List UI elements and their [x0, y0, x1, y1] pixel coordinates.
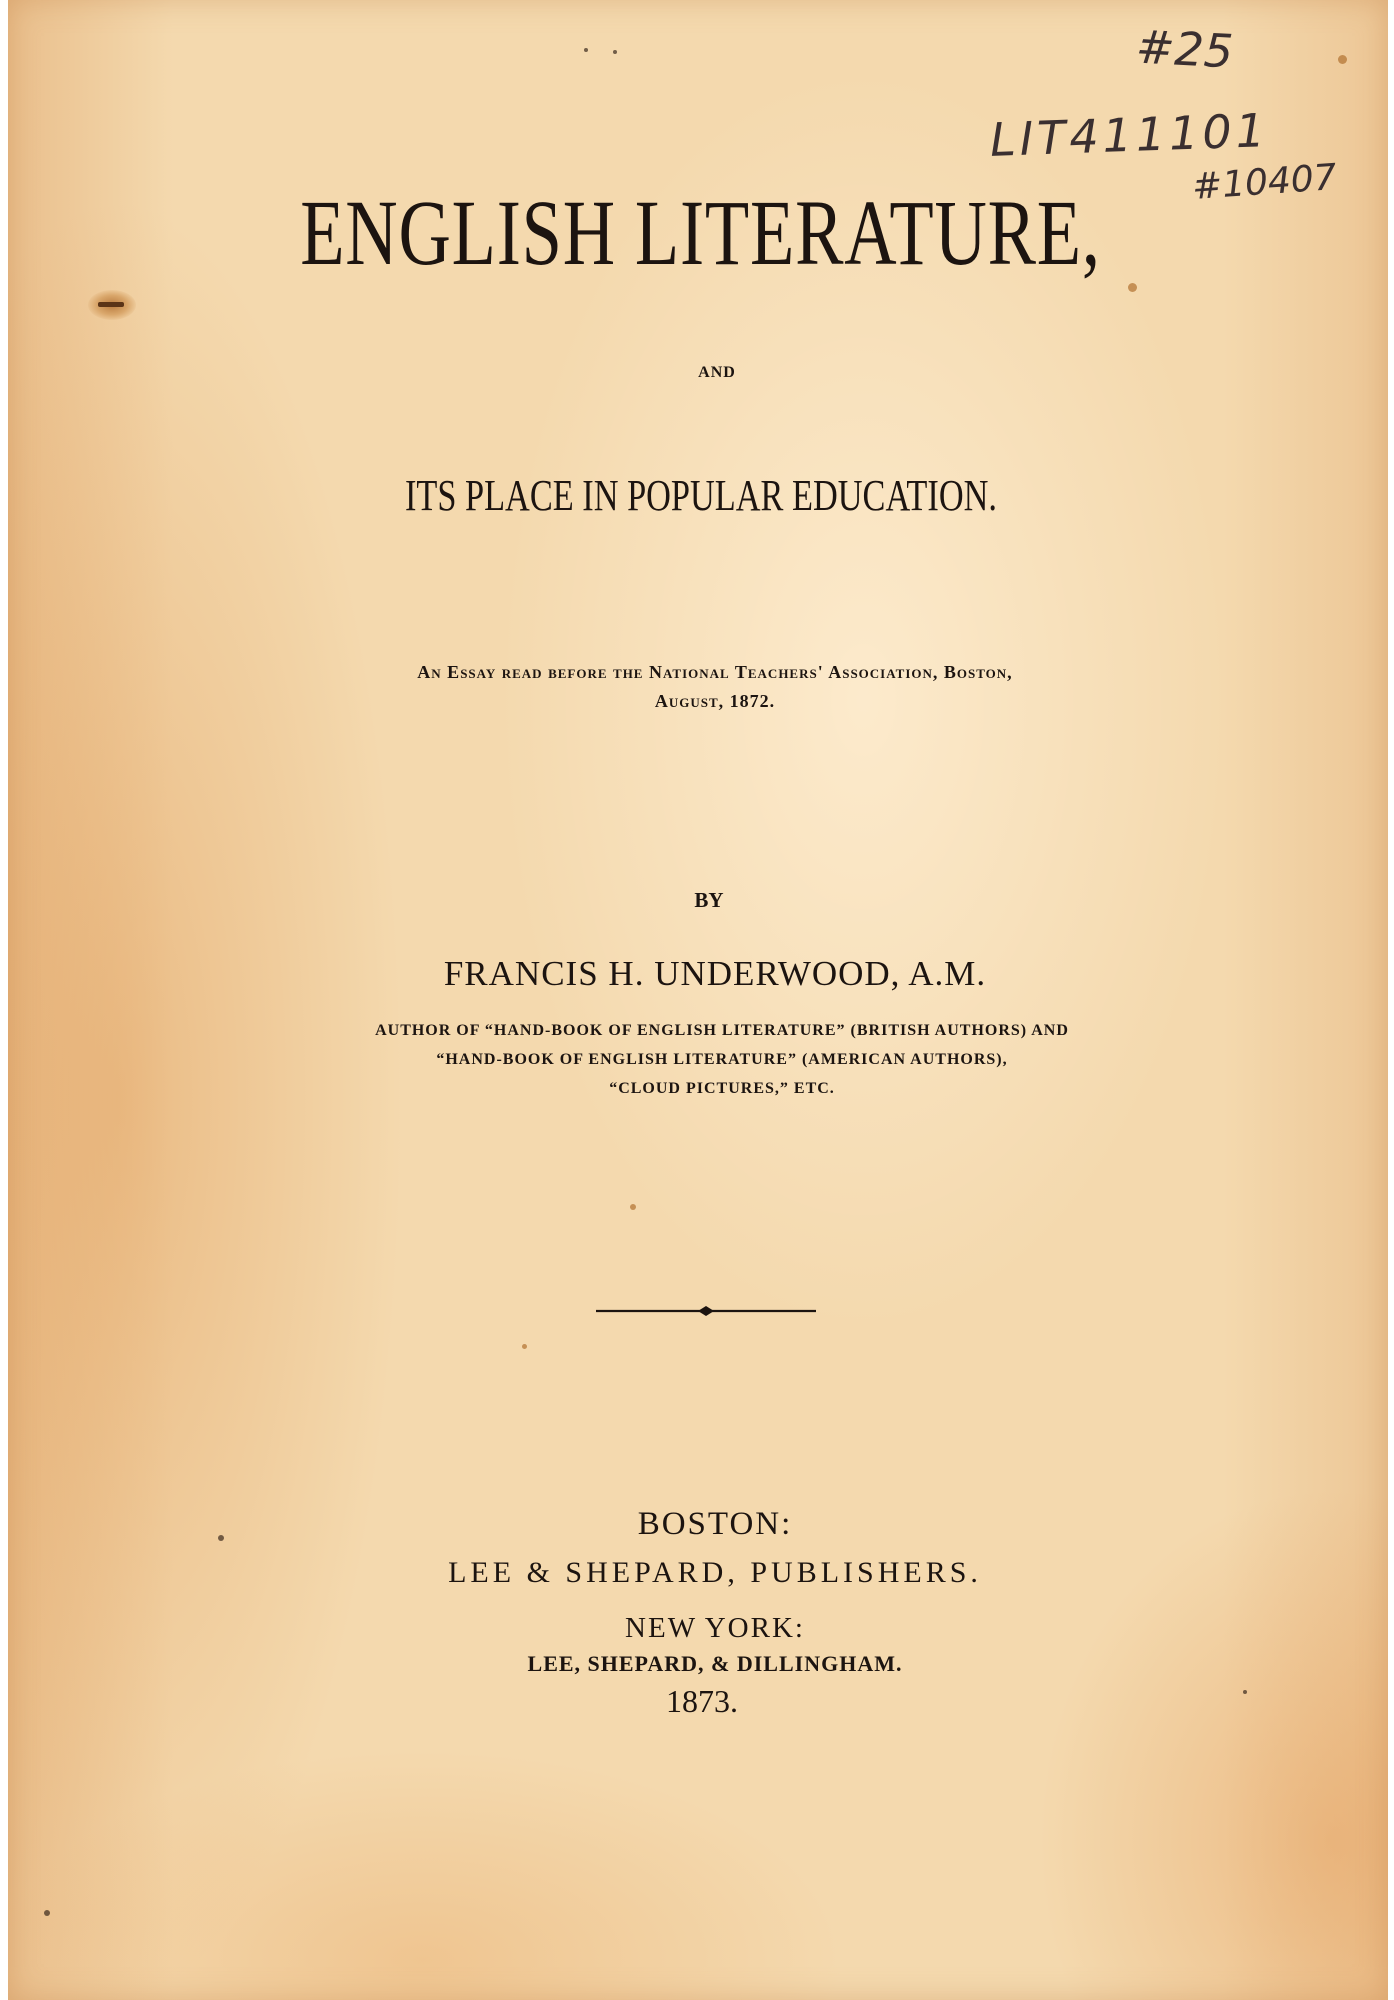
- author-credentials: [25, 1016, 1394, 1103]
- credentials-line: “HAND-BOOK OF ENGLISH LITERATURE” (AMERICAN AUTHORS),: [436, 1051, 1008, 1068]
- by-line: BY: [694, 888, 724, 912]
- occasion-note: [18, 658, 1394, 716]
- credentials-line: “CLOUD PICTURES,” ETC.: [609, 1080, 835, 1097]
- foxing-spot: [522, 1344, 527, 1349]
- book-title: ENGLISH LITERATURE,: [300, 182, 1101, 285]
- handwritten-note-catalog-number: #25: [1134, 19, 1235, 79]
- handwritten-note-call-number: LIT411101: [989, 103, 1270, 167]
- imprint-publisher-secondary: LEE, SHEPARD, & DILLINGHAM.: [527, 1651, 903, 1676]
- occasion-date: August, 1872.: [654, 691, 776, 711]
- title-conjunction: AND: [698, 364, 736, 381]
- occasion-line: An Essay read before the National Teachers' Association, Boston,: [417, 662, 1013, 682]
- handwritten-note-accession-number: #10407: [1190, 157, 1338, 208]
- author-name: FRANCIS H. UNDERWOOD, A.M.: [443, 954, 987, 993]
- binding-hole: [88, 290, 136, 320]
- imprint-publisher: LEE & SHEPARD, PUBLISHERS.: [448, 1556, 982, 1589]
- foxing-spot: [613, 50, 617, 54]
- book-subtitle: ITS PLACE IN POPULAR EDUCATION.: [404, 471, 997, 520]
- foxing-spot: [584, 48, 588, 52]
- imprint-city: BOSTON:: [637, 1506, 793, 1542]
- imprint-city-secondary: NEW YORK:: [625, 1612, 805, 1644]
- credentials-line: AUTHOR OF “HAND-BOOK OF ENGLISH LITERATURE” (BRITISH AUTHORS) AND: [375, 1022, 1069, 1039]
- foxing-spot: [1338, 55, 1347, 64]
- foxing-spot: [630, 1204, 636, 1210]
- imprint-year: 1873.: [666, 1683, 738, 1719]
- ornamental-rule: [596, 1305, 816, 1317]
- foxing-spot: [44, 1910, 50, 1916]
